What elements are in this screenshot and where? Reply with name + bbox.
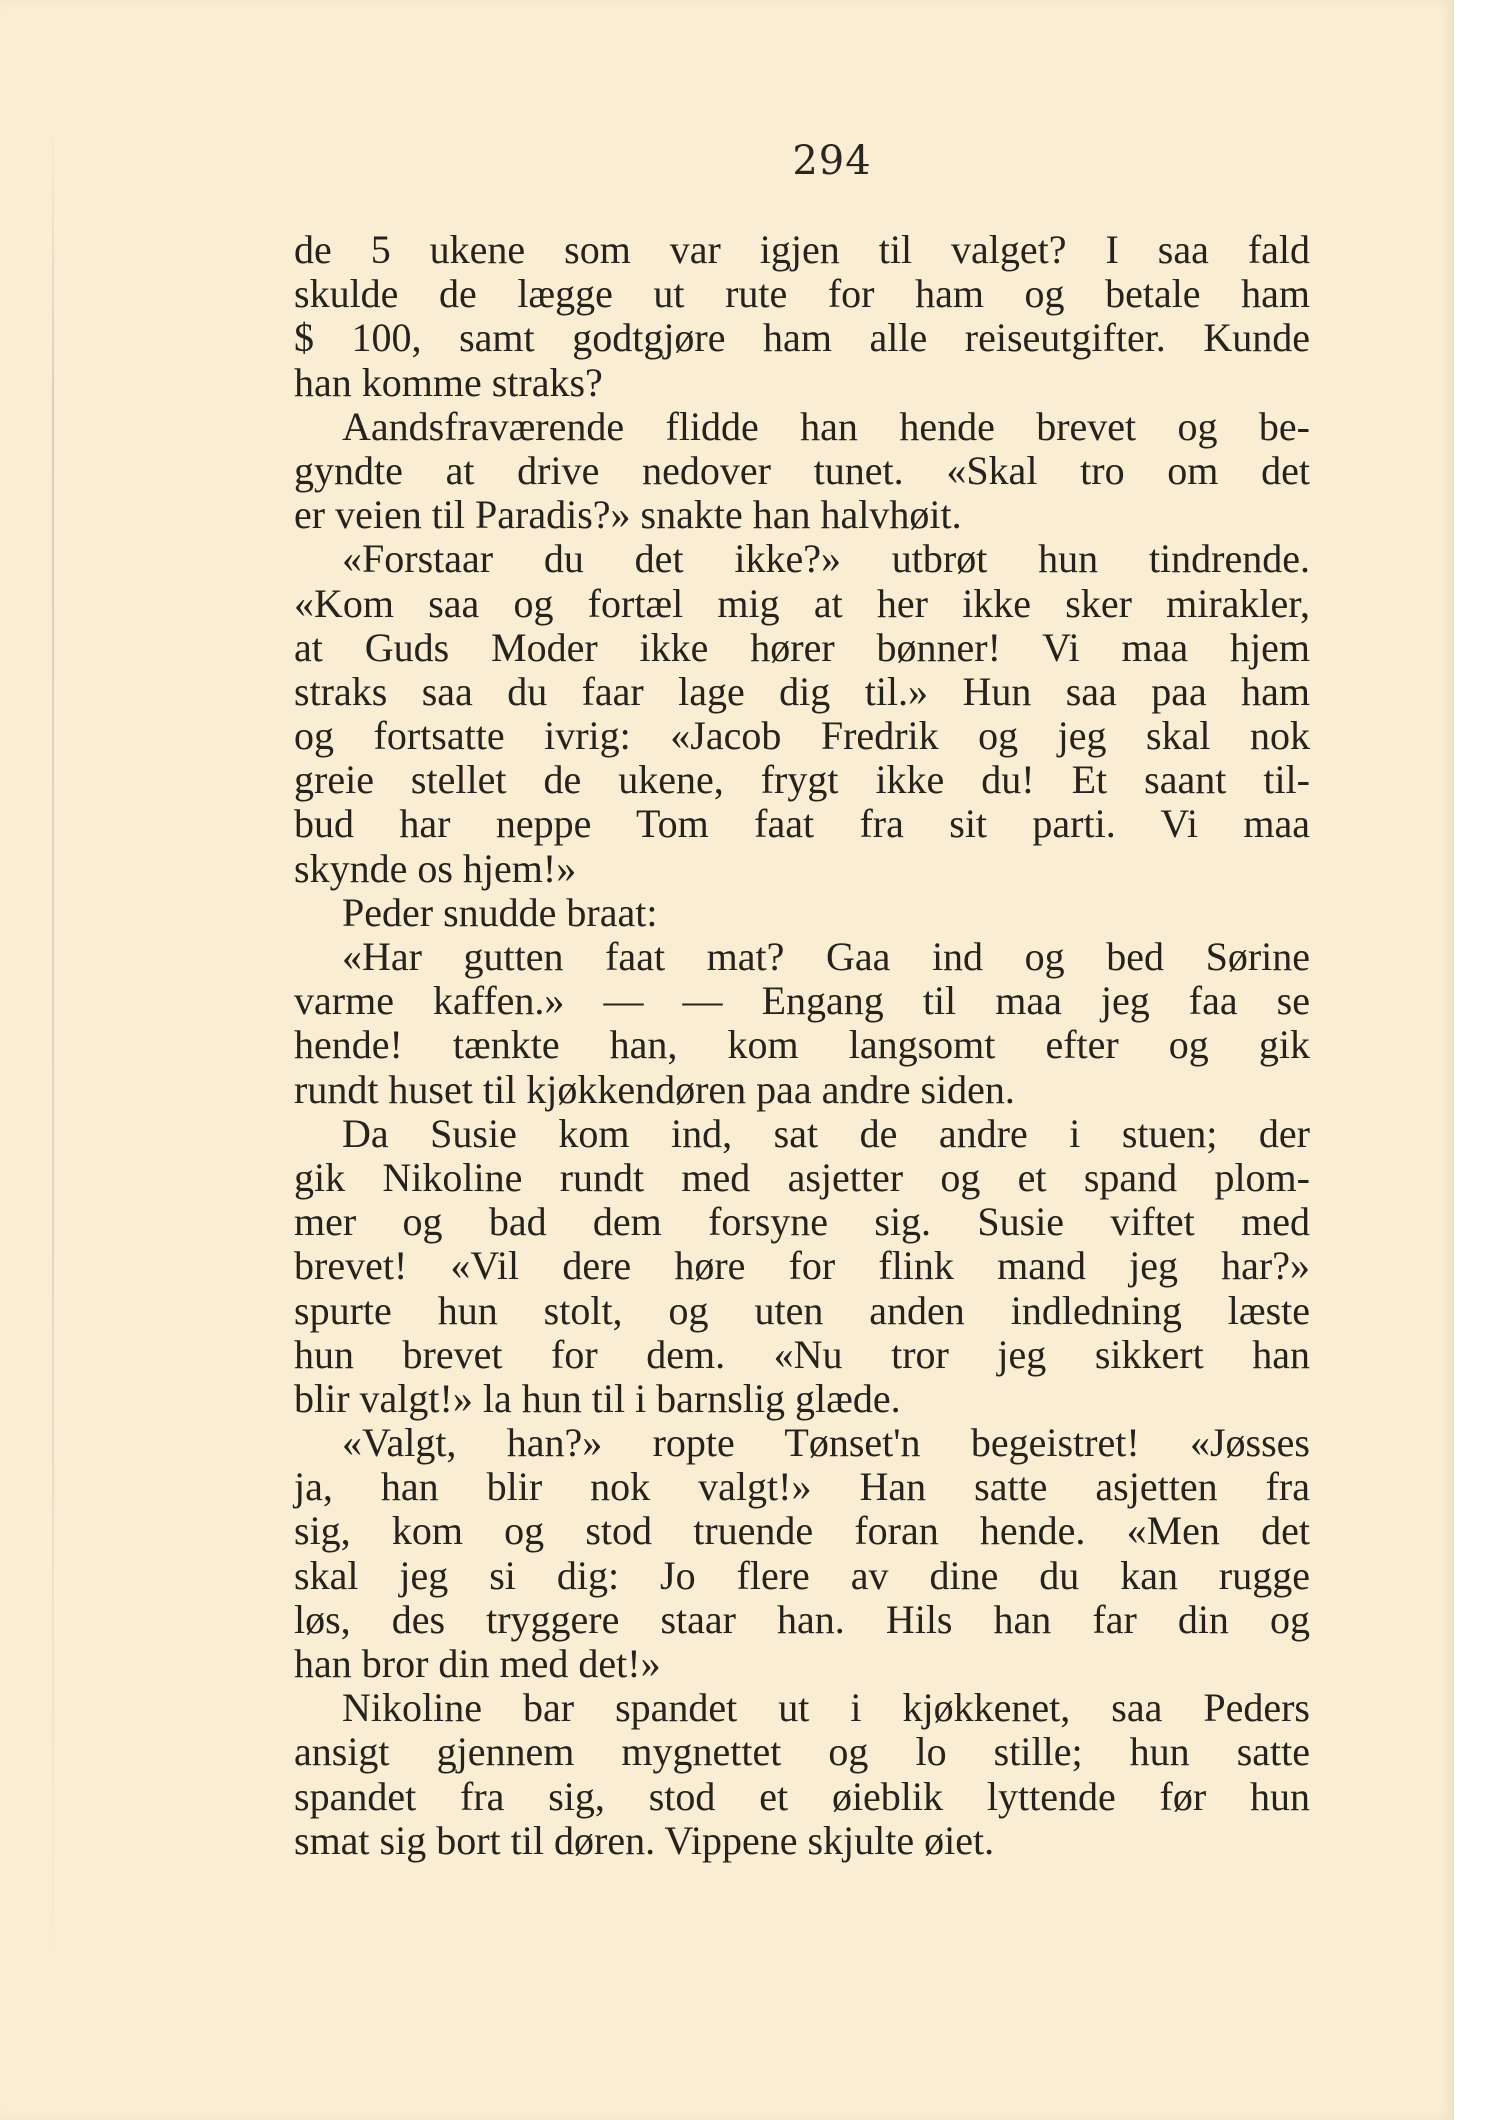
text-line: «Har gutten faat mat? Gaa ind og bed Sørine	[342, 934, 1310, 979]
text-line: «Valgt, han?» ropte Tønset'n begeistret! «Jøsses	[342, 1420, 1310, 1466]
text-line: straks saa du faar lage dig til.» Hun saa paa ham	[294, 668, 1310, 714]
text-line: han komme straks?	[294, 359, 603, 405]
text-line: ansigt gjennem mygnettet og lo stille; hun satte	[294, 1729, 1310, 1775]
text-line: og fortsatte ivrig: «Jacob Fredrik og jeg skal nok	[294, 713, 1310, 759]
text-line: $ 100, samt godtgjøre ham alle reiseutgifter. Kunde	[294, 315, 1310, 361]
text-line: han bror din med det!»	[294, 1641, 661, 1686]
text-line: varme kaffen.» — — Engang til maa jeg faa se	[294, 978, 1310, 1024]
text-line: greie stellet de ukene, frygt ikke du! Et saant til-	[294, 757, 1310, 803]
body-text	[294, 228, 1310, 1863]
text-line: spurte hun stolt, og uten anden indledning læste	[294, 1287, 1310, 1333]
text-line: bud har neppe Tom faat fra sit parti. Vi maa	[294, 801, 1310, 847]
text-line: Aandsfraværende flidde han hende brevet og be-	[342, 403, 1310, 449]
text-line: «Kom saa og fortæl mig at her ikke sker mirakler,	[294, 580, 1310, 626]
text-line: rundt huset til kjøkkendøren paa andre siden.	[294, 1066, 1015, 1112]
text-line: sig, kom og stod truende foran hende. «Men det	[294, 1508, 1310, 1554]
text-line: Nikoline bar spandet ut i kjøkkenet, saa Peders	[342, 1685, 1310, 1731]
text-line: gik Nikoline rundt med asjetter og et spand plom-	[294, 1154, 1310, 1200]
text-line: Da Susie kom ind, sat de andre i stuen; der	[342, 1110, 1310, 1156]
text-line: blir valgt!» la hun til i barnslig glæde.	[294, 1375, 901, 1421]
text-line: mer og bad dem forsyne sig. Susie viftet med	[294, 1199, 1310, 1245]
text-line: «Forstaar du det ikke?» utbrøt hun tindrende.	[342, 536, 1310, 582]
text-line: Peder snudde braat:	[342, 889, 658, 935]
text-line: skynde os hjem!»	[294, 845, 577, 891]
text-line: skulde de lægge ut rute for ham og betale ham	[294, 271, 1310, 317]
text-line: at Guds Moder ikke hører bønner! Vi maa hjem	[294, 624, 1310, 670]
text-line: er veien til Paradis?» snakte han halvhøit.	[294, 492, 962, 538]
text-line: hun brevet for dem. «Nu tror jeg sikkert han	[294, 1331, 1310, 1377]
binding-edge	[52, 120, 54, 2000]
text-line: ja, han blir nok valgt!» Han satte asjetten fra	[294, 1464, 1310, 1510]
page-number: 294	[792, 138, 872, 184]
text-line: de 5 ukene som var igjen til valget? I saa fald	[294, 227, 1310, 272]
text-line: smat sig bort til døren. Vippene skjulte øiet.	[294, 1817, 995, 1863]
text-line: brevet! «Vil dere høre for flink mand jeg har?»	[294, 1243, 1310, 1289]
text-line: spandet fra sig, stod et øieblik lyttende før hun	[294, 1773, 1310, 1819]
text-line: gyndte at drive nedover tunet. «Skal tro om det	[294, 447, 1310, 493]
text-line: skal jeg si dig: Jo flere av dine du kan rugge	[294, 1552, 1310, 1598]
text-line: løs, des tryggere staar han. Hils han far din og	[294, 1596, 1310, 1642]
text-line: hende! tænkte han, kom langsomt efter og gik	[294, 1022, 1310, 1068]
